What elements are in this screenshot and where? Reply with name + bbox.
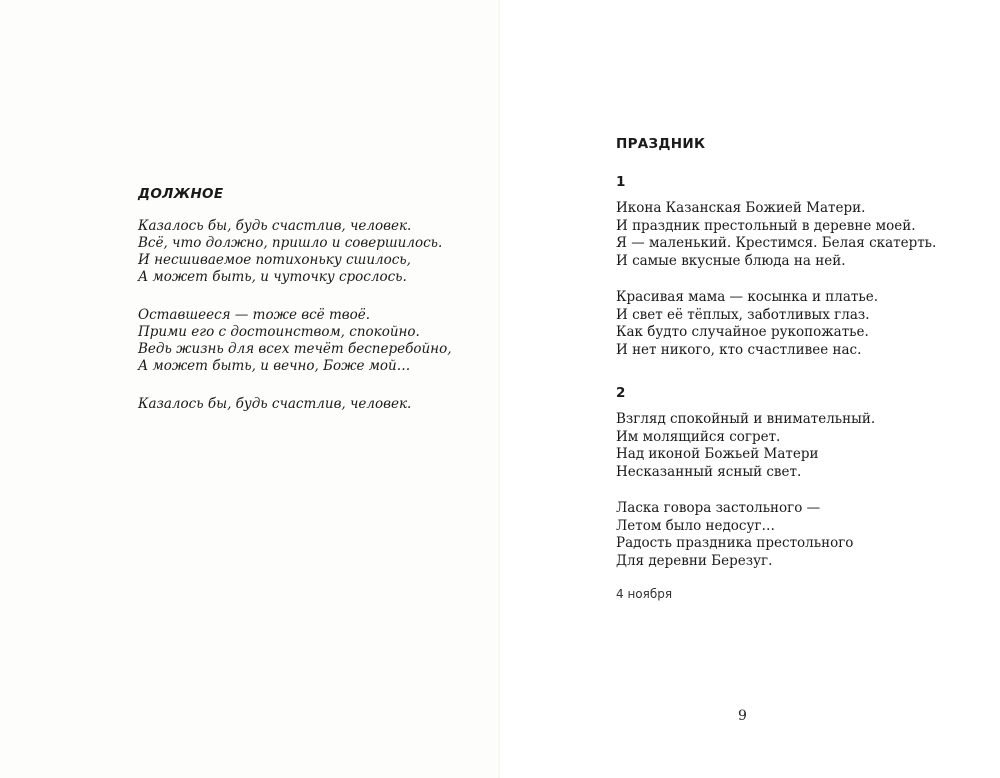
stanza-2 <box>138 307 478 375</box>
stanza-1 <box>616 411 956 481</box>
poem-line: Как будто случайное рукопожатье. <box>616 324 869 340</box>
page-number: 9 <box>738 708 747 724</box>
stanza-1 <box>138 218 478 286</box>
stanza-2 <box>616 500 956 570</box>
poem-line: Над иконой Божьей Матери <box>616 446 819 462</box>
poem-line: Икона Казанская Божией Матери. <box>616 200 866 216</box>
poem-line: Казалось бы, будь счастлив, человек. <box>138 396 412 412</box>
poem-line: Всё, что должно, пришло и совершилось. <box>138 235 443 251</box>
poem-line: Взгляд спокойный и внимательный. <box>616 411 876 427</box>
poem-line: Ведь жизнь для всех течёт бесперебойно, <box>138 341 452 357</box>
poem-title: ДОЛЖНОЕ <box>138 186 224 202</box>
poem-date: 4 ноября <box>616 587 673 601</box>
poem-line: И несшиваемое потихоньку сшилось, <box>138 252 411 268</box>
poem-line: Ласка говора застольного — <box>616 500 821 516</box>
poem-line: Для деревни Березуг. <box>616 552 773 569</box>
section-1 <box>616 174 956 359</box>
poem-line: Красивая мама — косынка и платье. <box>616 289 878 305</box>
poem-line: Оставшееся — тоже всё твоё. <box>138 307 371 323</box>
section-number: 2 <box>616 385 626 401</box>
poem-line: И самые вкусные блюда на ней. <box>616 252 846 269</box>
stanza-1 <box>616 200 956 270</box>
poem-line: А может быть, и чуточку срослось. <box>138 269 407 285</box>
poem-dolzhnoe <box>138 186 478 434</box>
poem-line: Казалось бы, будь счастлив, человек. <box>138 218 412 234</box>
poem-line: Им молящийся согрет. <box>616 428 781 445</box>
poem-title: ПРАЗДНИК <box>616 136 706 152</box>
poem-line: И свет её тёплых, заботливых глаз. <box>616 306 870 323</box>
poem-line: Радость праздника престольного <box>616 535 854 551</box>
stanza-3 <box>138 396 478 413</box>
poem-line: Летом было недосуг… <box>616 517 776 534</box>
poem-line: Я — маленький. Крестимся. Белая скатерть. <box>616 235 937 251</box>
poem-prazdnik <box>616 136 956 601</box>
poem-line: И нет никого, кто счастливее нас. <box>616 341 862 358</box>
poem-line: Прими его с достоинством, спокойно. <box>138 324 420 340</box>
poem-line: И праздник престольный в деревне моей. <box>616 217 916 234</box>
stanza-2 <box>616 289 956 359</box>
section-2 <box>616 385 956 570</box>
section-number: 1 <box>616 174 626 190</box>
poem-line: А может быть, и вечно, Боже мой… <box>138 358 411 374</box>
poem-line: Несказанный ясный свет. <box>616 463 802 480</box>
